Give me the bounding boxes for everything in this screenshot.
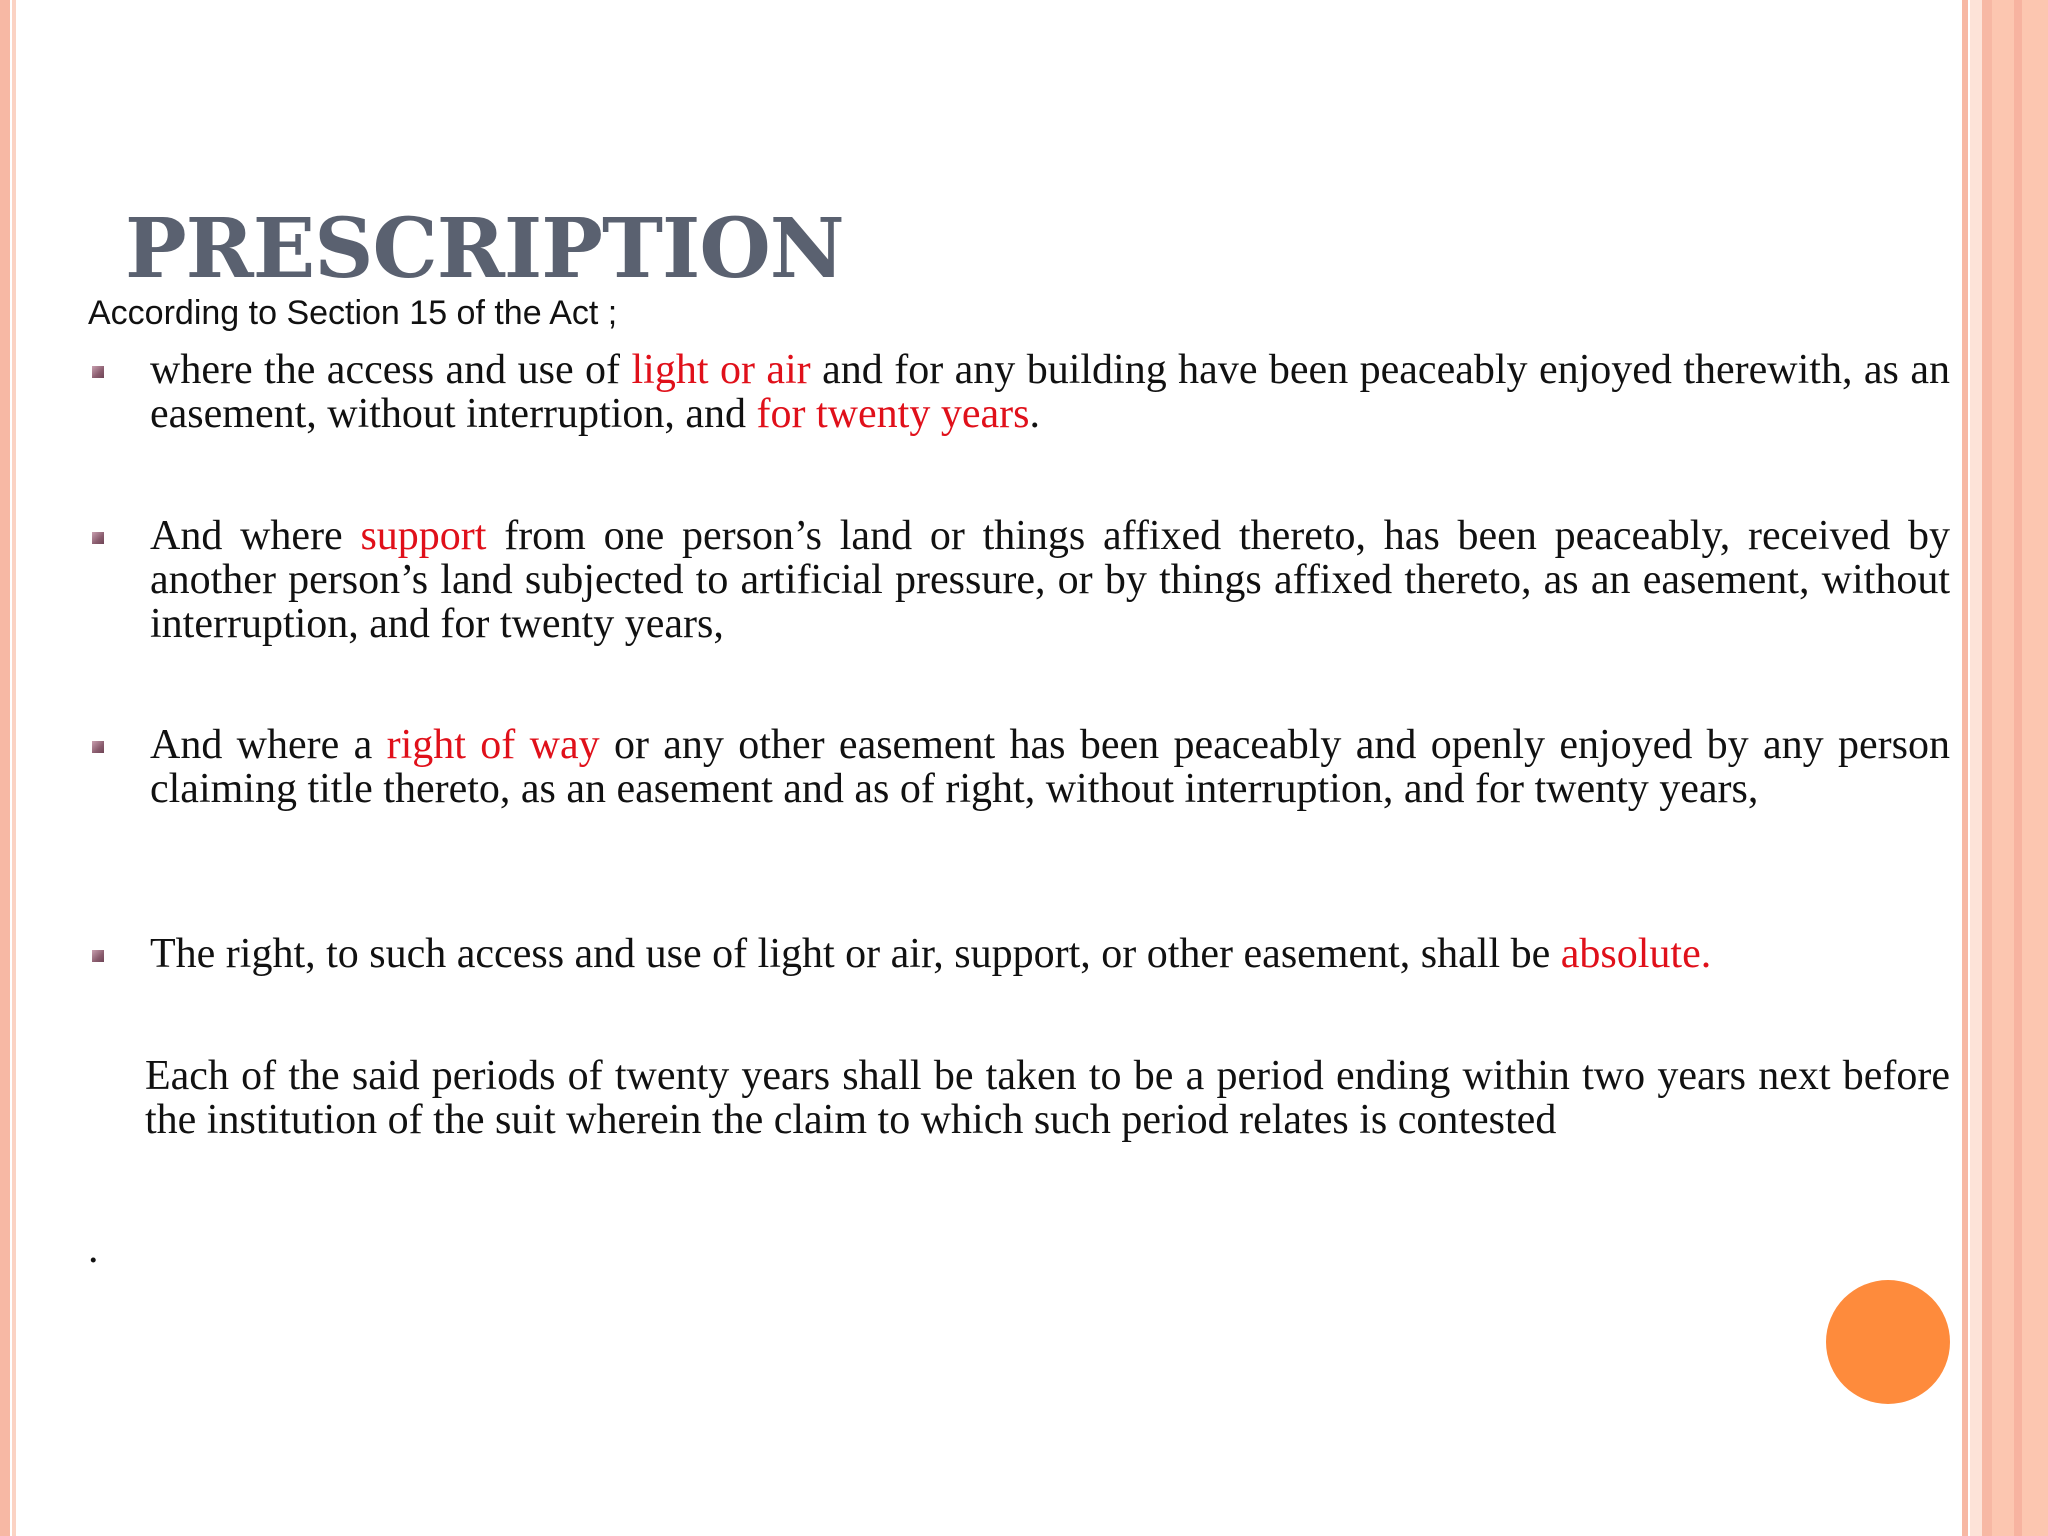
bullet-square-icon: [92, 950, 104, 962]
right-stripe: [1962, 0, 1968, 1536]
right-stripe: [1970, 0, 1982, 1536]
left-border: [0, 0, 10, 1536]
bullet-item-1: [150, 348, 1950, 436]
bullet-text: The right, to such access and use of light or air, support, or other easement, shall be: [150, 931, 1561, 977]
slide-subtitle: According to Section 15 of the Act ;: [88, 294, 618, 332]
highlight-text: for twenty years: [756, 391, 1030, 437]
bullet-text: and for any building have been peaceably enjoyed therewith, as an easement, without interruption, and: [150, 347, 1950, 437]
decorative-circle: [1826, 1280, 1950, 1404]
closing-paragraph: Each of the said periods of twenty years shall be taken to be a period ending within two years next before the institution of the suit wherein the claim to which such period relates is contested: [145, 1053, 1950, 1143]
bullet-text: from one person’s land or things affixed thereto, has been peaceably, received by another person’s land subjected to artificial pressure, or by things affixed thereto, as an easement, without interruption, and for twenty years,: [150, 513, 1950, 647]
highlight-text: light or air: [631, 347, 811, 393]
bullet-text: where the access and use of: [150, 347, 632, 393]
bullet-text: .: [1029, 391, 1040, 437]
bullet-item-4: [150, 932, 1950, 976]
bullet-text: And where a: [150, 722, 387, 768]
trailing-dot: .: [88, 1226, 99, 1272]
bullet-square-icon: [92, 532, 104, 544]
highlight-text: support: [360, 513, 487, 559]
slide-title: PRESCRIPTION: [125, 201, 844, 297]
highlight-text: right of way: [386, 722, 600, 768]
bullet-item-3: [150, 723, 1950, 811]
highlight-text: absolute.: [1560, 931, 1712, 977]
bullet-text: And where: [150, 513, 361, 559]
bullet-square-icon: [92, 366, 104, 378]
bullet-item-2: [150, 514, 1950, 646]
right-stripe: [1982, 0, 1992, 1536]
bullet-square-icon: [92, 741, 104, 753]
bullet-text: or any other easement has been peaceably and openly enjoyed by any person claiming title thereto, as an easement and as of right, without interruption, and for twenty years,: [150, 722, 1950, 812]
right-stripe: [2014, 0, 2022, 1536]
left-border-inner: [12, 0, 16, 1536]
